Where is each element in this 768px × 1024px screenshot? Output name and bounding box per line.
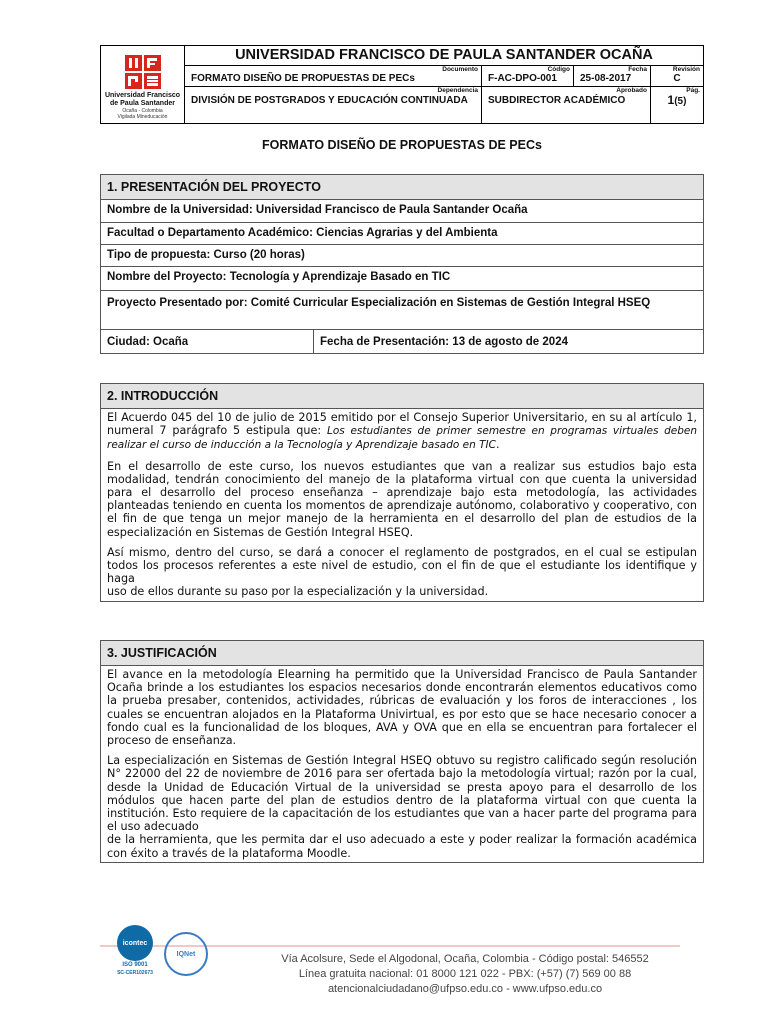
introduccion-body	[101, 409, 703, 601]
aprobado-cell	[482, 87, 651, 123]
iqnet-logo-icon	[164, 932, 208, 976]
contact-link[interactable]: atencionalciudadano@ufpso.edu.co - www.ufpso.edu.co	[327, 983, 603, 995]
row-universidad: Nombre de la Universidad: Universidad Francisco de Paula Santander Ocaña	[101, 200, 703, 223]
contact-info	[250, 952, 680, 997]
row-ciudad-fecha	[101, 330, 703, 353]
paragraph-text: El Acuerdo 045 del 10 de julio de 2015 emitido por el Consejo Superior Universitario, en su al artículo 1, numeral 7 parágrafo 5 estipula que:	[107, 411, 697, 438]
section-justificacion	[100, 640, 704, 863]
fecha-label: Fecha	[628, 66, 647, 73]
page-footer	[100, 920, 680, 1010]
paragraph-end: .	[495, 438, 500, 452]
codigo-label: Código	[547, 66, 570, 73]
fecha-value: 25-08-2017	[580, 73, 632, 84]
iqnet-name: IQNet	[176, 950, 196, 958]
document-title: FORMATO DISEÑO DE PROPUESTAS DE PECs	[262, 138, 542, 152]
dependencia-value: DIVISIÓN DE POSTGRADOS Y EDUCACIÓN CONTINUADA	[191, 95, 468, 106]
logo-tagline: Vigilada Mineducación	[117, 113, 168, 120]
section-heading: 1. PRESENTACIÓN DEL PROYECTO	[101, 175, 703, 200]
documento-value: FORMATO DISEÑO DE PROPUESTAS DE PECs	[191, 73, 415, 84]
ufps-logo-icon	[124, 54, 162, 90]
dependencia-cell	[185, 87, 482, 123]
paragraph-text: La especialización en Sistemas de Gestión Integral HSEQ obtuvo su registro calificado según resolución N° 22000 del 22 de noviembre de 2016 para ser ofertada bajo la metodología virtual; razón por la cual, desde la Unidad de Educación Virtual de la universidad se presta apoyo para el desarrollo de los módulos que hacen parte del plan de estudios dentro de la plataforma virtual con que cuenta la institución. Esto requiere de la capacitación de los estudiantes que van a hacer parte del programa para el uso adecuado	[107, 754, 697, 834]
icontec-certification	[114, 925, 156, 995]
section-heading: 3. JUSTIFICACIÓN	[101, 641, 703, 666]
paragraph: En el desarrollo de este curso, los nuevos estudiantes que van a realizar sus estudios bajo esta modalidad, tendrán conocimiento del manejo de la plataforma virtual con que cuenta la universidad para el desarrollo del proceso enseñanza – aprendizaje bajo esta metodología, las actividades planteadas teniendo en cuenta los momentos de aprendizaje autónomo, colaborativo y cooperativo, con el fin de que tenga un mejor manejo de la herramienta en el desarrollo del plan de estudios de la especialización en Sistemas de Gestión Integral HSEQ.	[107, 459, 697, 539]
logo-city: Ocaña - Colombia	[122, 107, 163, 114]
icontec-code: SC-CER102673	[117, 970, 153, 976]
codigo-cell	[482, 66, 574, 86]
university-logo	[101, 46, 185, 123]
address-line: Vía Acolsure, Sede el Algodonal, Ocaña, Colombia - Código postal: 546552	[281, 953, 649, 965]
row-nombre-proyecto: Nombre del Proyecto: Tecnología y Aprendizaje Basado en TIC	[101, 267, 703, 291]
dependencia-label: Dependencia	[437, 87, 478, 94]
documento-cell	[185, 66, 482, 86]
paragraph	[107, 411, 697, 453]
revision-value: C	[673, 73, 681, 84]
row-facultad: Facultad o Departamento Académico: Ciencias Agrarias y del Ambienta	[101, 223, 703, 245]
paragraph: El avance en la metodología Elearning ha permitido que la Universidad Francisco de Paula Santander Ocaña brinde a los estudiantes los espacios necesarios donde encontrarán elementos educativos como la prueba presaber, contenidos, actividades, rúbricas de evaluación y los foros de interacciones , los cuales se encuentran alojados en la Plataforma Univirtual, es por esto que se hace necesario conocer a fondo cual es la funcionalidad de los bloques, AVA y OVA que en ella se encuentran para fortalecer el proceso de enseñanza.	[107, 668, 697, 748]
codigo-value: F-AC-DPO-001	[488, 73, 557, 84]
aprobado-label: Aprobado	[616, 87, 647, 94]
icontec-name: icontec	[122, 939, 148, 947]
documento-label: Documento	[442, 66, 478, 73]
logo-name: Universidad Francisco de Paula Santander	[104, 91, 181, 107]
paragraph-text: uso de ellos durante su paso por la especialización y la universidad.	[107, 585, 489, 599]
section-presentacion	[100, 174, 704, 354]
aprobado-value: SUBDIRECTOR ACADÉMICO	[488, 95, 626, 106]
row-presentado-por: Proyecto Presentado por: Comité Curricular Especialización en Sistemas de Gestión Integral HSEQ	[101, 291, 703, 330]
paragraph-text: de la herramienta, que les permita dar el uso adecuado a este y poder realizar la formación académica con éxito a través de la plataforma Moodle.	[107, 833, 697, 860]
section-introduccion	[100, 383, 704, 602]
row-tipo-propuesta: Tipo de propuesta: Curso (20 horas)	[101, 245, 703, 267]
paragraph	[107, 754, 697, 860]
revision-label: Revisión	[672, 66, 700, 73]
phone-line: Línea gratuita nacional: 01 8000 121 022 - PBX: (+57) (7) 569 00 88	[298, 968, 632, 980]
icontec-logo-icon	[117, 925, 153, 961]
page-number: 1	[667, 93, 675, 107]
quoted-text: Los estudiantes de primer semestre en programas virtuales deben realizar el curso de inducción a la Tecnología y Aprendizaje basado en TIC	[107, 425, 698, 452]
revision-cell	[651, 66, 703, 86]
icontec-standard: ISO 9001	[122, 962, 148, 968]
university-name: UNIVERSIDAD FRANCISCO DE PAULA SANTANDER OCAÑA	[185, 46, 703, 66]
fecha-presentacion: Fecha de Presentación: 13 de agosto de 2024	[320, 336, 568, 348]
document-header	[100, 45, 704, 124]
section-heading: 2. INTRODUCCIÓN	[101, 384, 703, 409]
ciudad: Ciudad: Ocaña	[101, 330, 314, 353]
paragraph-text: Así mismo, dentro del curso, se dará a conocer el reglamento de postgrados, en el cual se estipulan todos los procesos referentes a este nivel de estudio, con el fin de que el estudiante los identifique y haga	[107, 545, 697, 586]
justificacion-body	[101, 666, 703, 862]
pagina-cell	[651, 87, 703, 123]
fecha-cell	[574, 66, 651, 86]
pagina-label: Pág.	[686, 87, 700, 94]
page-total: (5)	[674, 96, 687, 107]
paragraph	[107, 546, 697, 599]
